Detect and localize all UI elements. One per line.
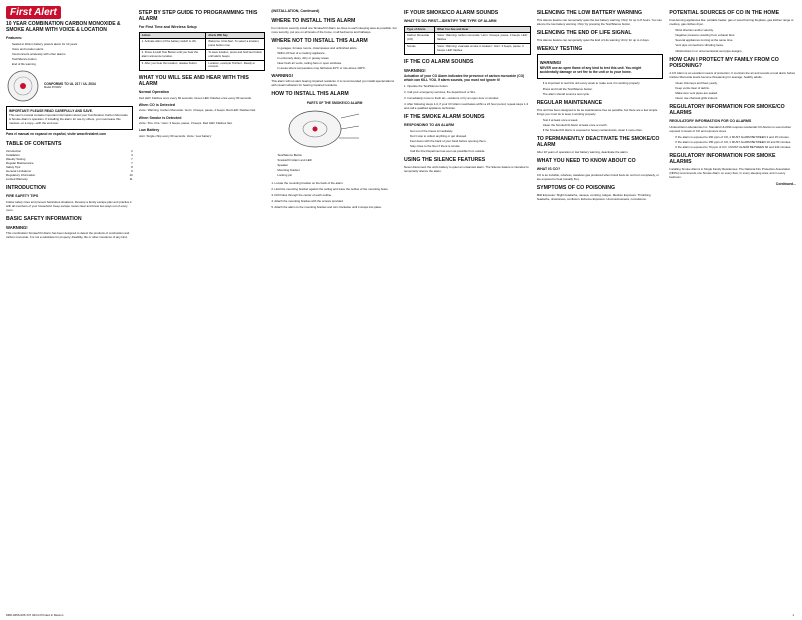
protect-title: HOW CAN I PROTECT MY FAMILY FROM CO POISONING? [669,56,779,69]
alarm-parts-illustration [275,106,395,152]
warning-heading: WARNING! [539,60,562,66]
list-item: • In areas where temperature may fall below 40°F or rise above 100°F. [277,66,398,70]
list-item: • Negative pressure resulting from exhaust fans. [675,33,796,37]
sources-list [669,28,796,52]
deactivate-text: After 10 years of operation or low battery warning, deactivate the alarm. [536,150,629,155]
intro-text: Follow safety rules and prevent hazardous situations. Develop a family escape plan and practice it with all members of your household. Keep escape routes clear and know two ways out of every room. [6,199,132,213]
regulatory-list [669,135,796,149]
toc-row: Regular Maintenance 7 [6,160,133,165]
warning-heading: WARNING! [404,67,426,73]
list-item: • Make sure vent pipes are sealed. [675,91,796,95]
toc-row: Introduction 2 [6,148,133,153]
protect-list [669,81,796,100]
normal-text: Red LED: Flashes once every 60 seconds. Green LED: Flashes once every 60 seconds. [138,95,252,100]
list-item: 2. Call your emergency services, fire department or 911. [404,89,476,94]
basic-text: This combination Smoke/CO Alarm has been designed to detect the products of combustion and carbon monoxide. It is not a substitute for property, disability, life or other insurance of any kind. [6,231,130,240]
continued-label: Continued... [775,181,797,186]
list-item: • Near fresh air vents, ceiling fans or open windows. [277,61,398,65]
toc-list [6,149,133,182]
column-5 [537,6,664,616]
table-row: Carbon Monoxide (CO) Voice: 'Warning: carbon monoxide.' Horn: 4 beeps, pause, 4 beeps. LED: flashes [405,33,531,44]
end-of-life-text: This silence feature can temporarily quiet the End of Life warning 'chirp' for up to 2 days. [536,38,650,43]
toc-title: TABLE OF CONTENTS [6,140,62,147]
list-item: 3. Drill holes through the center of each outline. [271,193,332,198]
list-item: • If the Smoke/CO Alarm is exposed to heavy contaminants, clean it more often. [543,128,664,132]
identify-title: WHAT TO DO FIRST—IDENTIFY THE TYPE OF ALARM [404,19,497,23]
smoke-title: When Smoke is Detected [138,115,182,120]
list-item: 1. Operate the Test/Silence button. [404,83,449,88]
sources-text: Fuel-burning appliances like: portable heater, gas or wood burning fireplace, gas kitchen range or cooktop, gas clothes dryer. [669,18,794,27]
features-title: Features: [6,36,23,40]
low-battery-text: Horn: Single chirp every 60 seconds. Voice: 'Low battery.' [138,133,213,138]
list-item: • Several appliances running at the same time. [675,38,796,42]
alarm-device-icon [6,69,40,103]
maintenance-list [537,118,664,132]
protect-text: A CO Alarm is an excellent means of protection. It monitors the air and sounds a loud alarm before Carbon Monoxide levels become threatening for average, healthy adults. [669,70,796,79]
where-install-text: For minimum security install one Smoke/CO Alarm as close to each sleeping area as possible. For more security, put one on all levels of the home, in all bedrooms and hallways. [271,25,397,34]
warning-text: This alarm will not alert hearing impaired residents. It is recommended you install special alarms with visual indicators for hearing impaired residents. [271,79,395,88]
where-not-list [271,46,398,70]
intro-title: INTRODUCTION [6,185,46,192]
weekly-warning-text: NEVER use an open flame of any kind to test this unit. You might accidentally damage or set fire to the unit or to your home. [539,66,642,75]
conform-label: CONFORMS TO UL 217 / UL 2034 [44,82,96,87]
list-item: • Obstructions in or unconventional vent pipe designs. [675,49,796,53]
list-item: • Speaker [277,163,398,167]
programming-table: Action Alarm Will Say 1. Activate Alarm (if the battery switch is off). Welcome. First Alert. To select a location, press button now. 2. Press & Hold Test Button until you hear the alarm announce location. To save location, press and hold test button until alarm beeps. 3. After you hear the location, release button. Location, example 'Kitchen'. Ready to connect. [139,32,266,72]
column-2 [139,6,266,616]
weekly-warning-box [537,54,664,79]
list-item: • Feel doors with the back of your hand before opening them. [410,139,531,143]
low-battery-silence-title: SILENCING THE LOW BATTERY WARNING [536,10,643,16]
install-steps [271,181,398,209]
list-item: 3. Immediately move to fresh air—outdoors or by an open door or window. [404,95,499,100]
list-item: • Smoke/CO Alarm and LED [277,158,398,162]
list-item: • Interconnects wirelessly with other alarms [12,52,133,56]
list-item: 4. After following steps 1-3, if your CO Alarm reactivates within a 24 hour period, repeat steps 1-3 and call a qualified appliance technician. [404,102,529,111]
list-item: • Test/Silence button [12,57,133,61]
list-item: 1. Locate the mounting bracket on the back of the alarm. [271,181,344,186]
smoke-list [404,129,531,153]
column-6 [669,6,796,616]
list-item: • Vent pipe connections vibrating loose. [675,43,796,47]
maintenance-text: This unit has been designed to be as maintenance-free as possible, but there are a few simple things you must do to keep it working properly. [536,107,658,116]
column-3 [271,6,398,616]
list-item: • End of life warning [12,62,133,66]
diagram-label: PARTS OF THE SMOKE/CO ALARM [306,101,363,106]
list-item: • In garages, furnace rooms, crawl spaces and unfinished attics. [277,46,398,50]
features-list [6,42,133,66]
table-row: 1. Activate Alarm (if the battery switch is off). Welcome. First Alert. To select a location, press button now. [139,39,265,50]
list-item: • Wind direction and/or velocity. [675,28,796,32]
sources-title: POTENTIAL SOURCES OF CO IN THE HOME [669,10,780,16]
programming-subtitle: For First Time and Wireless Setup [138,25,197,29]
weekly-steps [537,81,664,95]
smoke-regulatory-title: REGULATORY INFORMATION FOR SMOKE ALARMS [669,153,776,166]
list-item: • If the alarm is exposed to 70 ppm of CO, it MUST ALARM BETWEEN 60 and 240 minutes. [675,145,796,149]
parts-diagram [271,101,398,177]
co-warning-text: Actuation of your CO Alarm indicates the presence of carbon monoxide (CO) which can KILL YOU. If alarm sounds, you must not ignore it! [404,73,525,82]
list-item: 4. Attach the mounting bracket with the screws provided. [271,199,344,204]
list-item: • In extremely dusty, dirty or greasy areas. [277,56,398,60]
how-install-title: HOW TO INSTALL THIS ALARM [271,91,349,98]
list-item: • Clean the Smoke/CO Alarm at least once a month. [543,123,664,127]
symptoms-title: SYMPTOMS OF CO POISONING [536,185,615,192]
product-subtitle: 10 YEAR COMBINATION CARBON MONOXIDE & SMOKE ALARM WITH VOICE & LOCATION [6,21,121,33]
alarm-type-table: Type of Alarm What You See and Hear Carbon Monoxide (CO) Voice: 'Warning: carbon monoxide.' Horn: 4 beeps, pause, 4 beeps. LED: flashes Smoke Voice: 'Warning: evacuate smoke in location.' Horn: 3 beeps, pause, 3 beeps. LED: flashes [404,26,531,55]
list-item: • Get out of the house immediately. [410,129,531,133]
list-item: • It is important to test this unit every week to make sure it is working properly. [543,81,664,85]
weekly-title: WEEKLY TESTING [536,46,583,53]
co-sounds-title: IF THE CO ALARM SOUNDS [404,58,474,65]
important-box [6,106,133,130]
list-item: • Keep vents clear of debris. [675,86,796,90]
toc-row: Limited Warranty 11 [6,177,133,182]
manual-note: Para el manual en espanol en español, visite www.firstalert.com [6,132,107,137]
table-row: 2. Press & Hold Test Button until you hear the alarm announce location. To save location, press and hold test button until alarm beeps. [139,49,265,60]
low-battery-title: Low Battery [138,128,160,133]
part-number: M08-0456-006 X/X 02/14 Printed in Mexico [6,613,64,617]
install-continued: (INSTALLATION, Continued) [271,9,320,13]
toc-row: General Limitations 9 [6,169,133,173]
warning-heading: WARNING! [6,225,28,231]
list-item: • Mounting bracket [277,168,398,172]
list-item: • Call the Fire Department as soon as possible from outside. [410,149,531,153]
toc-row: Installation 3 [6,152,133,157]
list-item: • If the alarm is exposed to 400 ppm of CO, it MUST ALARM BETWEEN 4 and 15 minutes. [675,135,796,139]
low-battery-silence-text: This silence feature can temporarily quiet the low battery warning 'chirp' for up to 8 hours. You can silence the low battery warning 'chirp' by pressing the Test/Silence button. [536,18,662,27]
product-image-row [6,69,133,103]
maintenance-title: REGULAR MAINTENANCE [536,99,603,106]
programming-title: STEP BY STEP GUIDE TO PROGRAMMING THIS ALARM [138,10,258,22]
where-not-title: WHERE NOT TO INSTALL THIS ALARM [271,37,368,44]
co-title: When CO is Detected [138,102,176,107]
list-item: • Press and hold the Test/Silence button. [543,87,664,91]
column-1 [6,6,133,616]
smoke-text: Voice: 'Fire. Fire.' Horn: 3 beeps, pause, 3 beeps. Red LED: Flashes fast. [138,121,233,126]
list-item: • Don't stop to collect anything or get dressed. [410,134,531,138]
smoke-regulatory-text: Installing Smoke Alarms in Single Family Residences. The National Fire Protection Association (NFPA) recommends one Smoke Alarm on every floor, in every sleeping area, and in every bedroom. [669,167,791,180]
toc-row: Weekly Testing 7 [6,156,133,161]
list-item: 5. Attach the alarm to the mounting bracket and turn clockwise until it snaps into place. [271,205,382,210]
list-item: • Sealed-in lithium battery powers alarm for 10 years [12,42,133,46]
normal-title: Normal Operation [138,90,170,95]
co-steps [404,84,531,110]
list-item: • Never use charcoal grills indoors. [675,96,796,100]
column-4 [404,6,531,616]
what-is-co: WHAT IS CO? [536,167,561,172]
symptoms-text: Mild Exposure: Slight headache, nausea, vomiting, fatigue. Medium Exposure: Throbbing headache, drowsiness, confusion. Extreme Exposure: Unconsciousness, convulsions. [536,193,651,202]
what-co-text: CO is an invisible, odorless, tasteless gas produced when fossil fuels do not burn completely, or are exposed to heat (usually fire). [536,172,659,181]
end-of-life-title: SILENCING THE END OF LIFE SIGNAL [536,30,632,37]
alarm-sounds-title: IF YOUR SMOKE/CO ALARM SOUNDS [404,10,499,16]
toc-row: Safety Tips 8 [6,164,133,169]
list-item: • Voice and location alerts [12,47,133,51]
important-text: This user's manual contains important information about your Combination Carbon Monoxide & Smoke Alarm's operation. If installing the alarm for use by others, you must leave this manual—or a copy—with the end user. [9,113,128,126]
list-item: • Stay close to the floor if there is smoke. [410,144,531,148]
see-hear-title: WHAT YOU WILL SEE AND HEAR WITH THIS ALARM [138,75,249,88]
regulatory-co-title: REGULATORY INFORMATION FOR CO ALARMS [669,119,752,124]
smoke-sounds-title: IF THE SMOKE ALARM SOUNDS [404,114,485,121]
list-item: • Test/Silence Button [277,153,398,157]
diagram-items [271,153,398,177]
regulatory-title: REGULATORY INFORMATION FOR SMOKE/CO ALARMS [669,104,785,117]
list-item: 2. Hold the mounting bracket against the ceiling and trace the outline of the mounting holes. [271,187,389,192]
table-row: Smoke Voice: 'Warning: evacuate smoke in location.' Horn: 3 beeps, pause, 3 beeps. LED: flashes [405,43,531,54]
warning-heading: WARNING! [271,73,293,79]
list-item: • Within 20 feet of a cooking appliance. [277,51,398,55]
silence-title: USING THE SILENCE FEATURES [404,157,486,164]
list-item: • If the alarm is exposed to 150 ppm of CO, it MUST ALARM BETWEEN 10 and 50 minutes. [675,140,796,144]
where-install-title: WHERE TO INSTALL THIS ALARM [271,17,356,24]
brand-logo: First Alert [6,6,133,19]
responding-title: RESPONDING TO AN ALARM [404,123,454,128]
what-co-title: WHAT YOU NEED TO KNOW ABOUT CO [536,158,636,165]
basic-title: BASIC SAFETY INFORMATION [6,216,82,223]
deactivate-title: TO PERMANENTLY DEACTIVATE THE SMOKE/CO ALARM [536,136,660,149]
toc-row: Regulatory Information 10 [6,173,133,178]
list-item: • Locking pin [277,173,398,177]
model-label: Model PC900V [44,86,62,90]
intro-subtitle: FIRE SAFETY TIPS [6,194,39,199]
regulatory-text: Underwriters Laboratories Inc. Standard UL2034 requires residential CO Alarms to sound when exposed to levels of CO and exposure times. [669,124,792,133]
page-number: 1 [792,613,794,617]
co-text: Voice: 'Warning. Carbon Monoxide.' Horn: 4 beeps, pause, 4 beeps. Red LED: Flashes fast. [138,108,257,113]
table-row: 3. After you hear the location, release button. Location, example 'Kitchen'. Ready to connect. [139,60,265,71]
important-title: IMPORTANT! PLEASE READ CAREFULLY AND SAVE. [9,109,93,114]
silence-text: Never disconnect the unit's battery to quiet an unwanted alarm. The Silence feature is intended to temporarily silence the alarm. [404,165,529,174]
list-item: • Test it at least once a week. [543,118,664,122]
list-item: • Clean chimneys and flues yearly. [675,81,796,85]
list-item: • The alarm should sound a test cycle. [543,92,664,96]
